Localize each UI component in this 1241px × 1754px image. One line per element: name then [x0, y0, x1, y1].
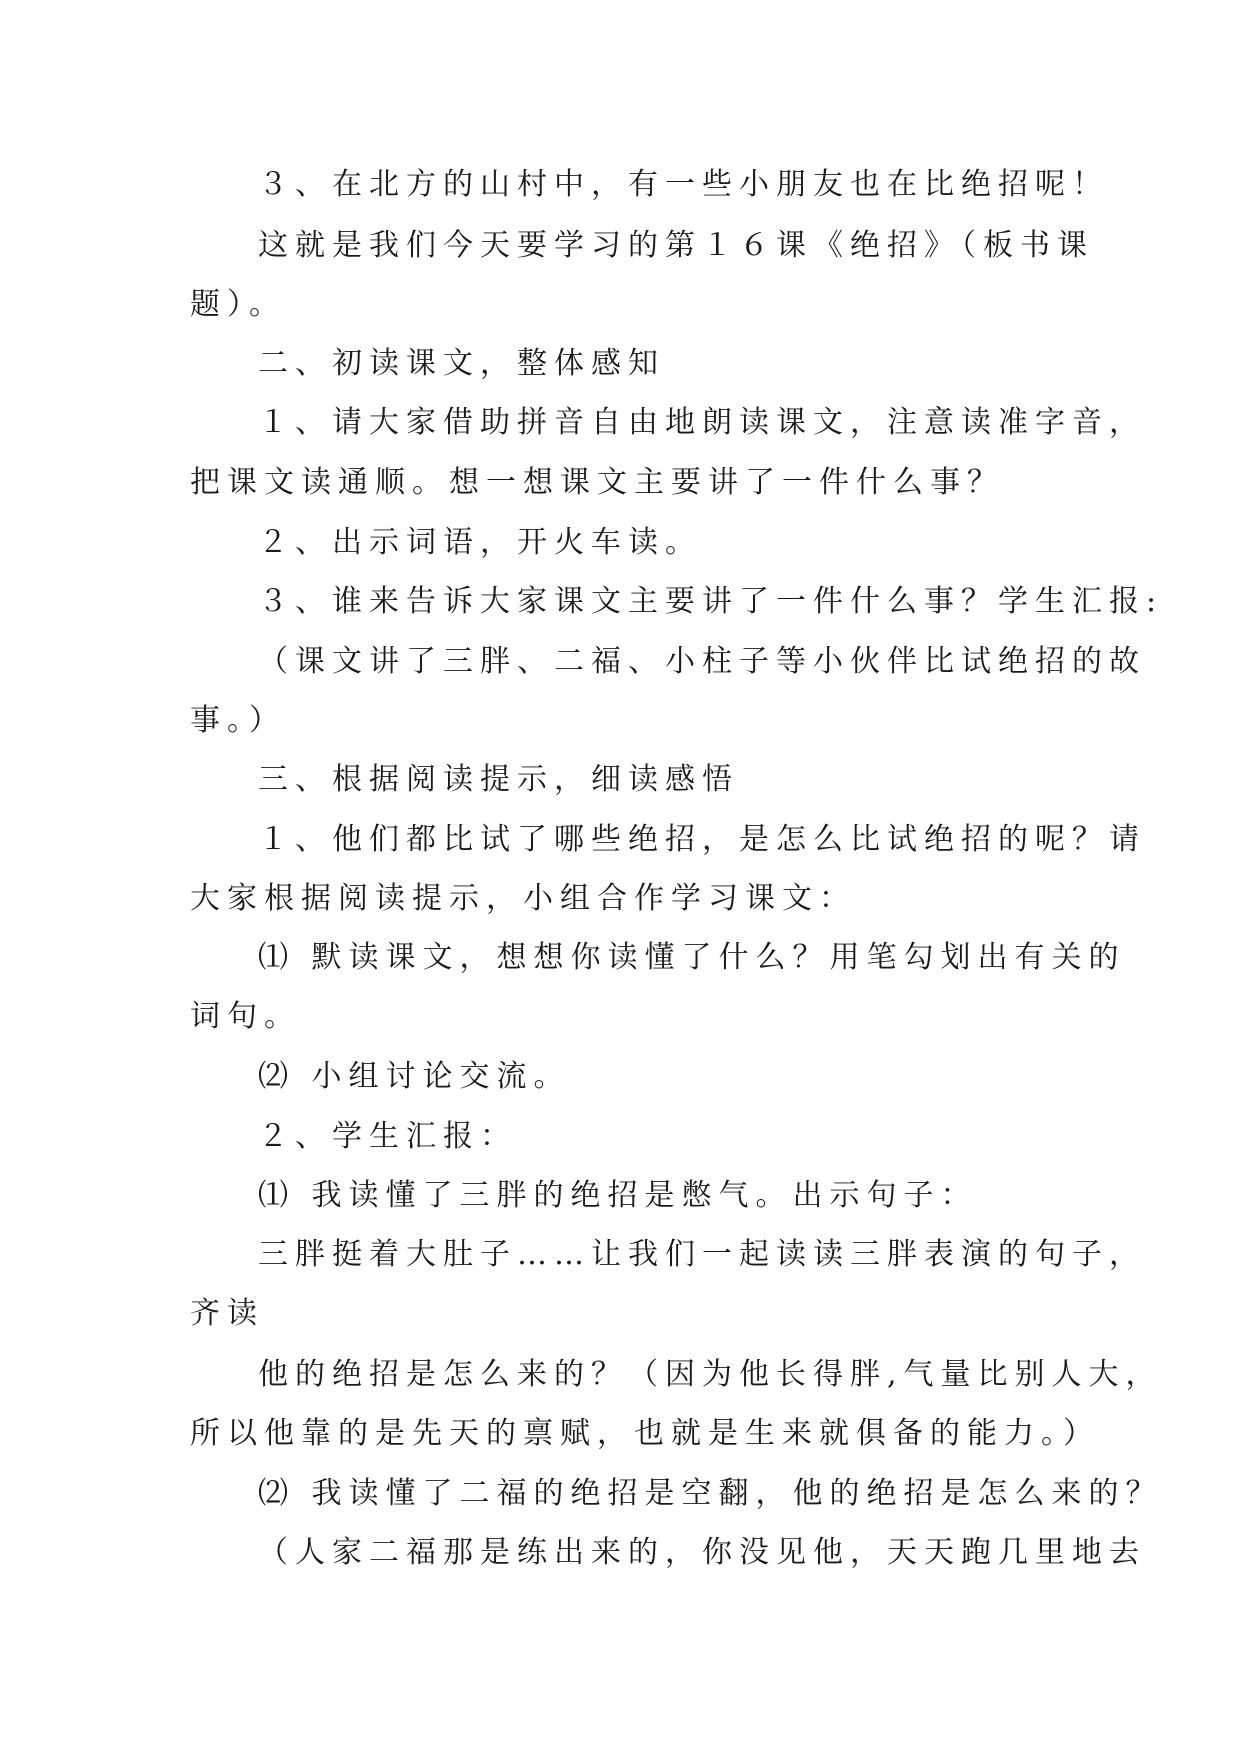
- section-heading: 二、初读课文，整体感知: [258, 346, 665, 381]
- text-line: 把课文读通顺。想一想课文主要讲了一件什么事？: [190, 465, 1004, 500]
- text-line: 他的绝招是怎么来的？（因为他长得胖,气量比别人大，: [258, 1357, 1163, 1392]
- text-line: ⑵ 小组讨论交流。: [258, 1059, 571, 1094]
- text-line: ⑵ 我读懂了二福的绝招是空翻，他的绝招是怎么来的？: [258, 1476, 1163, 1511]
- text-line: 词句。: [190, 999, 301, 1034]
- text-line: （课文讲了三胖、二福、小柱子等小伙伴比试绝招的故: [258, 644, 1146, 679]
- text-line: ２、学生汇报：: [258, 1119, 517, 1154]
- text-line: 这就是我们今天要学习的第１６课《绝招》（板书课: [258, 228, 1094, 263]
- text-line: 事。）: [190, 703, 286, 738]
- text-line: １、他们都比试了哪些绝招，是怎么比试绝招的呢？请: [258, 822, 1146, 857]
- section-heading: 三、根据阅读提示，细读感悟: [258, 762, 739, 797]
- text-line: ⑴ 我读懂了三胖的绝招是憋气。出示句子：: [258, 1178, 978, 1213]
- text-line: （人家二福那是练出来的，你没见他，天天跑几里地去: [258, 1535, 1146, 1570]
- text-line: 齐读: [190, 1296, 264, 1331]
- text-line: 题）。: [190, 287, 286, 322]
- text-line: 三胖挺着大肚子……让我们一起读读三胖表演的句子，: [258, 1237, 1146, 1272]
- text-line: ３、谁来告诉大家课文主要讲了一件什么事？学生汇报:: [258, 584, 1164, 619]
- text-line: ３、在北方的山村中，有一些小朋友也在比绝招呢！: [258, 167, 1109, 202]
- text-line: ⑴ 默读课文，想想你读懂了什么？用笔勾划出有关的: [258, 940, 1126, 975]
- text-line: 大家根据阅读提示，小组合作学习课文：: [190, 881, 856, 916]
- text-line: 所以他靠的是先天的禀赋，也就是生来就俱备的能力。）: [190, 1416, 1100, 1451]
- text-line: ２、出示词语，开火车读。: [258, 525, 702, 560]
- text-line: １、请大家借助拼音自由地朗读课文，注意读准字音，: [258, 405, 1146, 440]
